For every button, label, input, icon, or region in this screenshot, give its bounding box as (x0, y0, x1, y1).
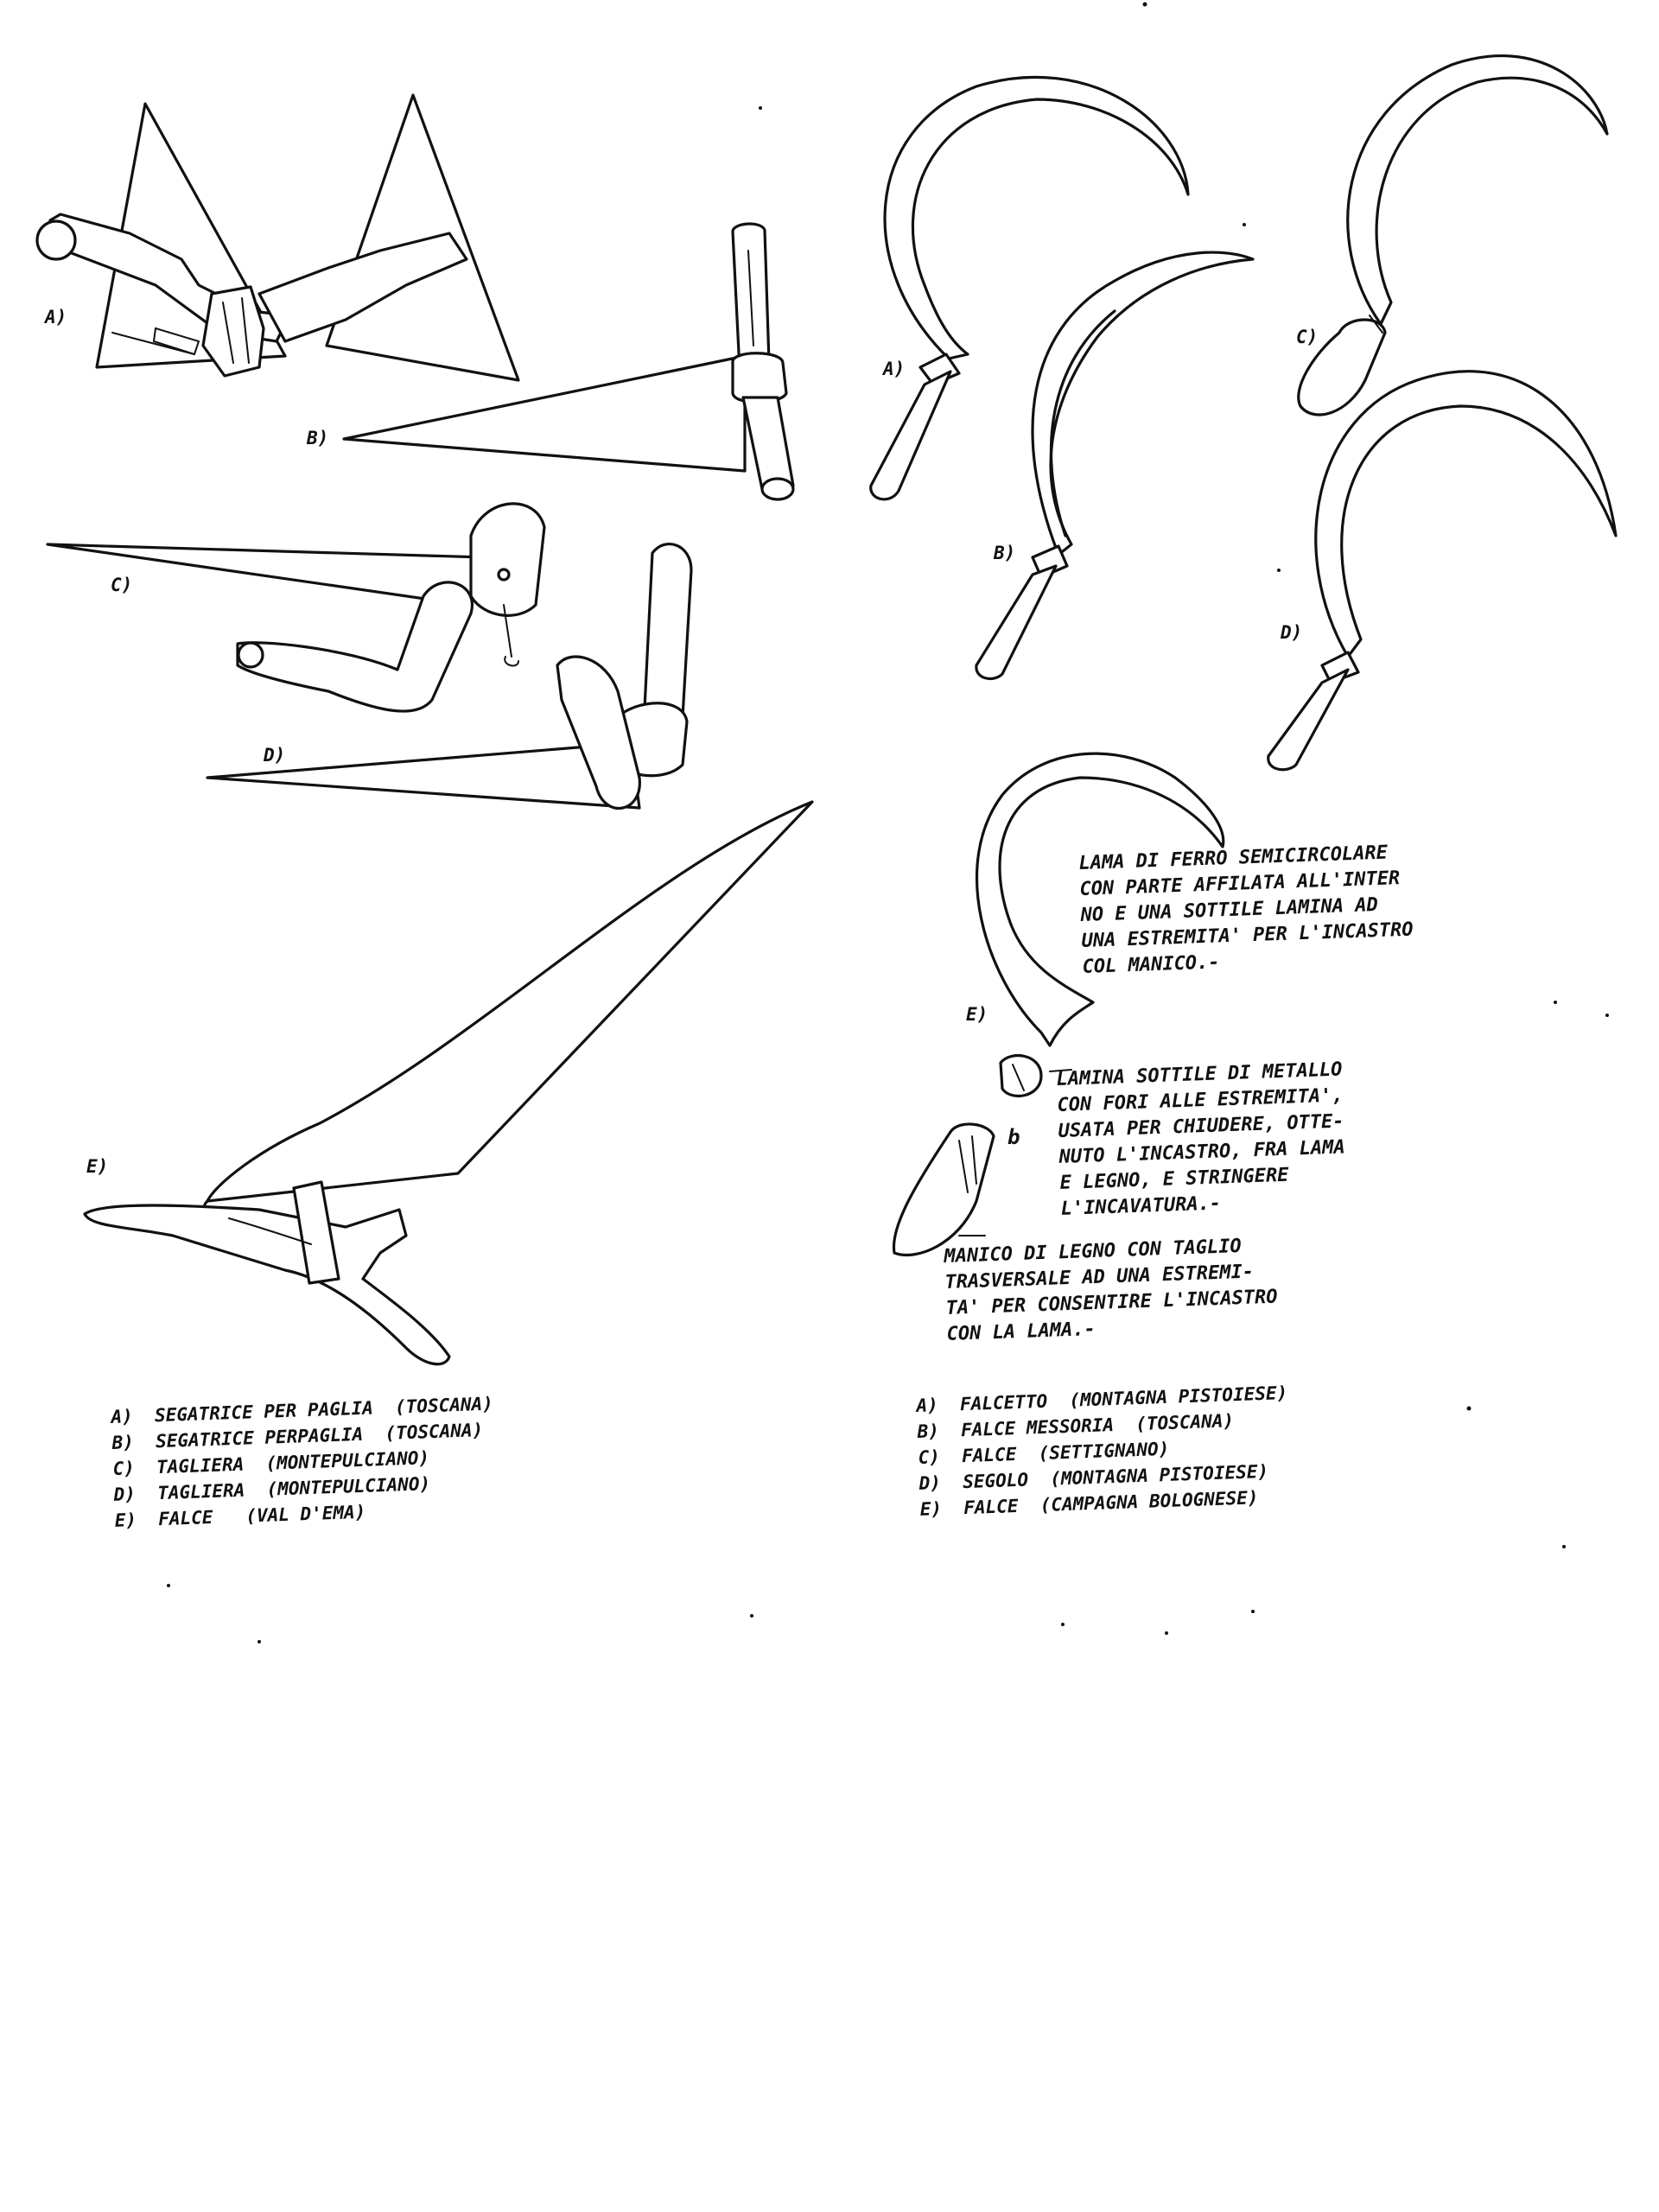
right-label-e: E) (966, 1004, 988, 1025)
legend-left-item: B) SEGATRICE PERPAGLIA (TOSCANA) (111, 1419, 484, 1453)
left-drawing-e-sickle (85, 802, 812, 1364)
right-label-c: C) (1296, 327, 1319, 347)
note-blade: LAMA DI FERRO SEMICIRCOLARE CON PARTE AFFILATA ALL'INTER NO E UNA SOTTILE LAMINA AD UNA ESTREMITA' PER L'INCASTRO COL MANICO.- (1078, 842, 1414, 978)
left-label-e: E) (86, 1156, 109, 1177)
left-drawing-c-chopping-board (48, 504, 544, 711)
right-label-a: A) (883, 359, 906, 379)
note-handle: MANICO DI LEGNO CON TAGLIO TRASVERSALE AD UNA ESTREMI- TA' PER CONSENTIRE L'INCASTRO CON LA LAMA.- (944, 1235, 1278, 1345)
legend-left (111, 1391, 497, 1534)
note-ring: LAMINA SOTTILE DI METALLO CON FORI ALLE ESTREMITA', USATA PER CHIUDERE, OTTE- NUTO L'INCASTRO, FRA LAMA E LEGNO, E STRINGERE L'INCAVATURA.- (1056, 1058, 1346, 1220)
left-label-b: B) (307, 428, 329, 448)
legend-right (916, 1380, 1292, 1522)
legend-right-item: E) FALCE (CAMPAGNA BOLOGNESE) (919, 1487, 1259, 1520)
right-label-ring: b (1007, 1125, 1020, 1149)
left-label-c: C) (111, 575, 133, 595)
right-drawing-a-falcetto (871, 77, 1188, 499)
left-label-d: D) (264, 745, 286, 766)
right-label-d: D) (1281, 622, 1303, 643)
left-label-a: A) (45, 307, 67, 327)
legend-left-item: E) FALCE (VAL D'EMA) (114, 1501, 366, 1531)
legend-left-item: A) SEGATRICE PER PAGLIA (TOSCANA) (111, 1393, 494, 1427)
right-drawing-b-falce-messoria (976, 252, 1253, 678)
legend-right-item: C) FALCE (SETTIGNANO) (918, 1438, 1170, 1468)
right-drawing-c-falce (1299, 56, 1607, 415)
legend-right-item: D) SEGOLO (MONTAGNA PISTOIESE) (918, 1460, 1269, 1494)
right-drawing-d-segolo (1268, 372, 1616, 770)
left-drawing-a-straw-cutter (37, 95, 518, 380)
legend-right-item: B) FALCE MESSORIA (TOSCANA) (917, 1410, 1235, 1442)
legend-left-item: D) TAGLIERA (MONTEPULCIANO) (113, 1473, 431, 1505)
right-label-b: B) (994, 543, 1016, 563)
legend-left-item: C) TAGLIERA (MONTEPULCIANO) (112, 1447, 430, 1479)
legend-right-item: A) FALCETTO (MONTAGNA PISTOIESE) (916, 1382, 1288, 1416)
